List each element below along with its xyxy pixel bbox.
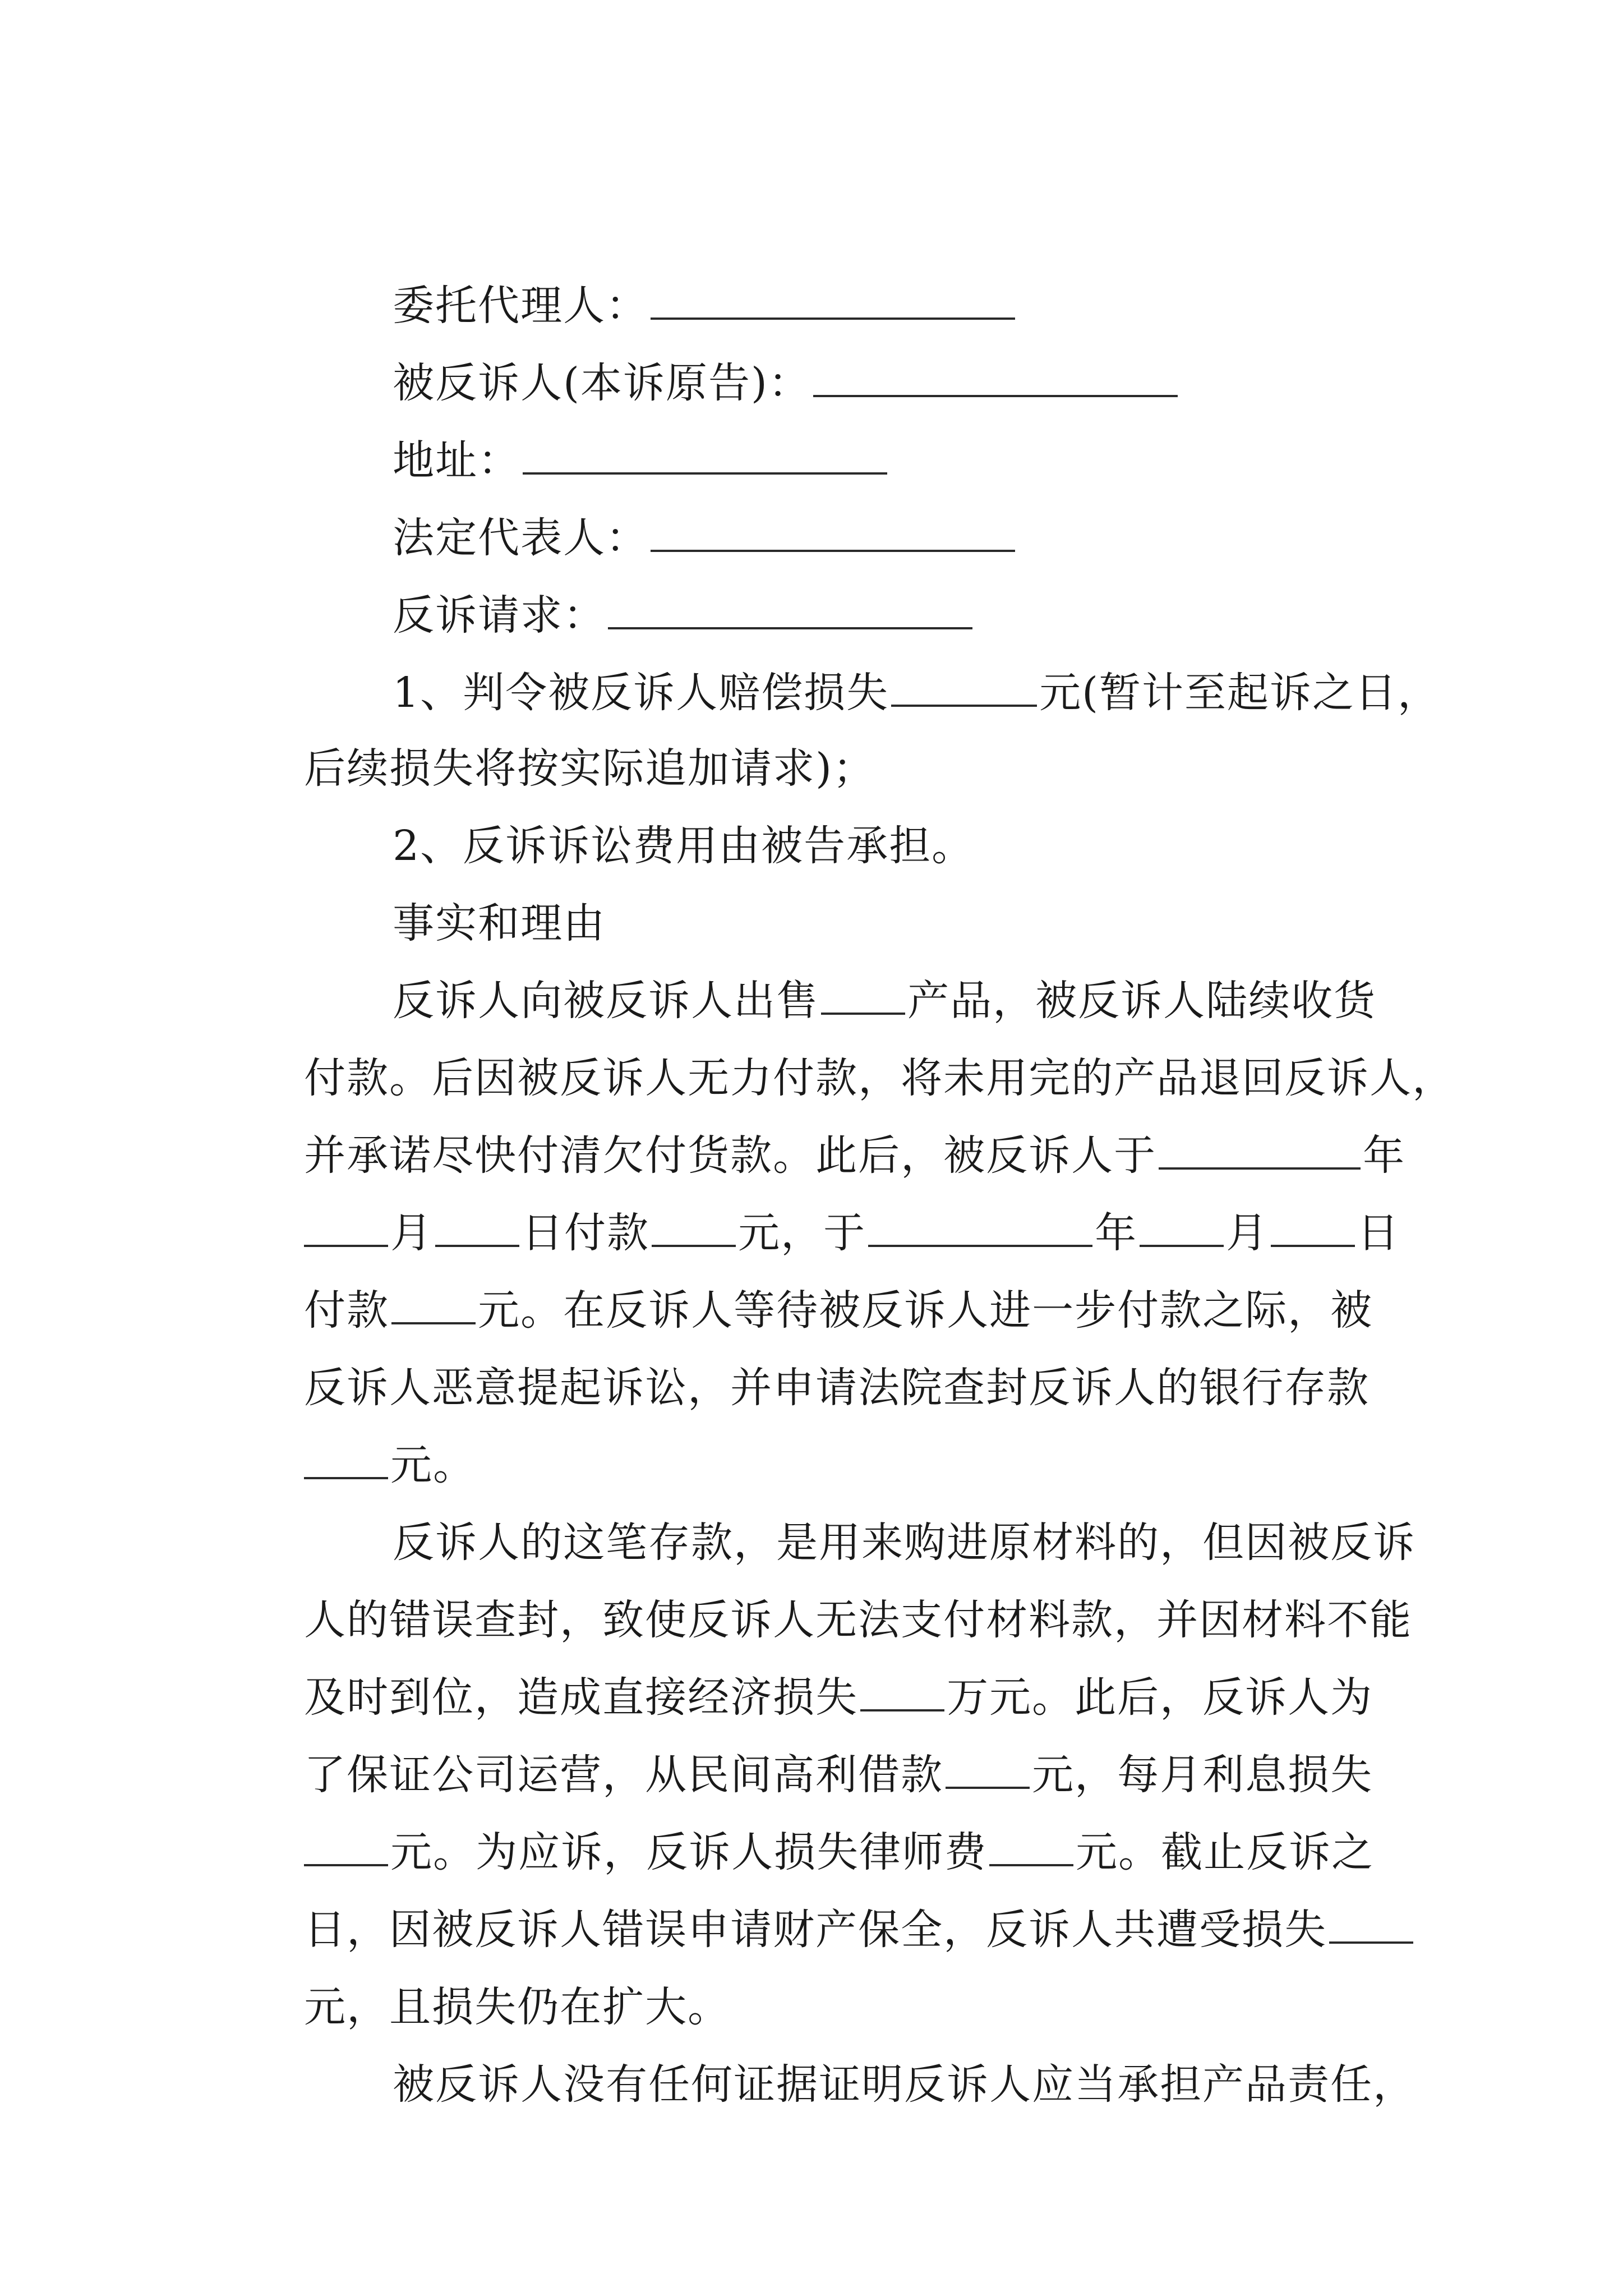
p1-text: 年 xyxy=(1363,1131,1406,1180)
p2-text: 元。截止反诉之 xyxy=(1076,1828,1375,1876)
p1-text: 反诉人恶意提起诉讼，并申请法院查封反诉人的银行存款 xyxy=(304,1364,1370,1412)
p1-text: 付款。后因被反诉人无力付款，将未用完的产品退回反诉人， xyxy=(304,1054,1455,1102)
p2-line-1 xyxy=(335,1450,1416,1567)
total-loss-blank xyxy=(1329,1902,1413,1944)
legal-rep-label: 法定代表人： xyxy=(393,514,649,562)
claim-item-2 xyxy=(335,753,975,870)
claim-1-text: 1、判令被反诉人赔偿损失 xyxy=(393,669,889,717)
respondent-field xyxy=(335,291,1180,407)
p1-line-1 xyxy=(335,908,1377,1025)
legal-rep-field xyxy=(335,445,1017,562)
p2-text: 元，且损失仍在扩大。 xyxy=(304,1983,731,2031)
p1-line-4 xyxy=(247,1140,1400,1257)
p2-text: 元。为应诉，反诉人损失律师费 xyxy=(390,1828,988,1876)
p1-line-5 xyxy=(247,1218,1373,1335)
address-field xyxy=(335,368,889,485)
claim-item-1-cont xyxy=(247,676,875,793)
p1-text: 日 xyxy=(1357,1209,1400,1257)
p1-text: 日付款 xyxy=(522,1209,650,1257)
p3-text: 被反诉人没有任何证据证明反诉人应当承担产品责任， xyxy=(393,2060,1416,2109)
p2-text: 人的错误查封，致使反诉人无法支付材料款，并因材料不能 xyxy=(304,1596,1413,1644)
p2-text: 万元。此后，反诉人为 xyxy=(947,1673,1373,1722)
p2-text: 及时到位，造成直接经济损失 xyxy=(304,1673,859,1722)
p1-line-7 xyxy=(247,1373,476,1489)
p1-line-2 xyxy=(247,986,1455,1102)
p1-line-3 xyxy=(247,1063,1406,1180)
p2-line-7 xyxy=(247,1915,731,2031)
claim-item-1 xyxy=(335,600,1441,717)
facts-heading-text: 事实和理由 xyxy=(393,899,606,947)
p2-line-2 xyxy=(247,1527,1413,1644)
p1-text: 元。在反诉人等待被反诉人进一步付款之际，被 xyxy=(478,1286,1373,1335)
address-label: 地址： xyxy=(393,436,521,485)
p1-line-6 xyxy=(247,1295,1370,1412)
p2-line-6 xyxy=(247,1837,1415,1954)
facts-heading xyxy=(335,831,606,947)
p1-text: 产品，被反诉人陆续收货 xyxy=(907,977,1377,1025)
p1-text: 元，于 xyxy=(738,1209,866,1257)
p1-text: 月 xyxy=(390,1209,434,1257)
claim-1-text-cont: 元(暂计至起诉之日， xyxy=(1039,669,1441,717)
claim-1-continuation: 后续损失将按实际追加请求)； xyxy=(304,744,875,793)
p1-text: 反诉人向被反诉人出售 xyxy=(393,977,819,1025)
p2-line-5 xyxy=(247,1760,1375,1876)
p1-text: 月 xyxy=(1226,1209,1269,1257)
p2-text: 元，每月利息损失 xyxy=(1032,1751,1373,1799)
p2-text: 了保证公司运营，从民间高利借款 xyxy=(304,1751,944,1799)
p2-line-4 xyxy=(247,1682,1373,1799)
agent-field xyxy=(335,213,1017,330)
p1-text: 元。 xyxy=(390,1441,476,1489)
p2-text: 日，因被反诉人错误申请财产保全，反诉人共遭受损失 xyxy=(304,1906,1327,1954)
p3-line-1 xyxy=(335,1992,1416,2109)
agent-label: 委托代理人： xyxy=(393,282,649,330)
claim-2-text: 2、反诉诉讼费用由被告承担。 xyxy=(393,822,975,870)
p1-text: 付款 xyxy=(304,1286,390,1335)
p1-text: 并承诺尽快付清欠付货款。此后，被反诉人于 xyxy=(304,1131,1157,1180)
claims-field xyxy=(335,523,975,639)
claim-1-amount-blank xyxy=(891,665,1037,707)
claims-label: 反诉请求： xyxy=(393,591,606,639)
p2-text: 反诉人的这笔存款，是用来购进原材料的，但因被反诉 xyxy=(393,1519,1416,1567)
respondent-label: 被反诉人(本诉原告)： xyxy=(393,359,811,407)
p1-text: 年 xyxy=(1095,1209,1138,1257)
p2-line-3 xyxy=(247,1605,1373,1722)
